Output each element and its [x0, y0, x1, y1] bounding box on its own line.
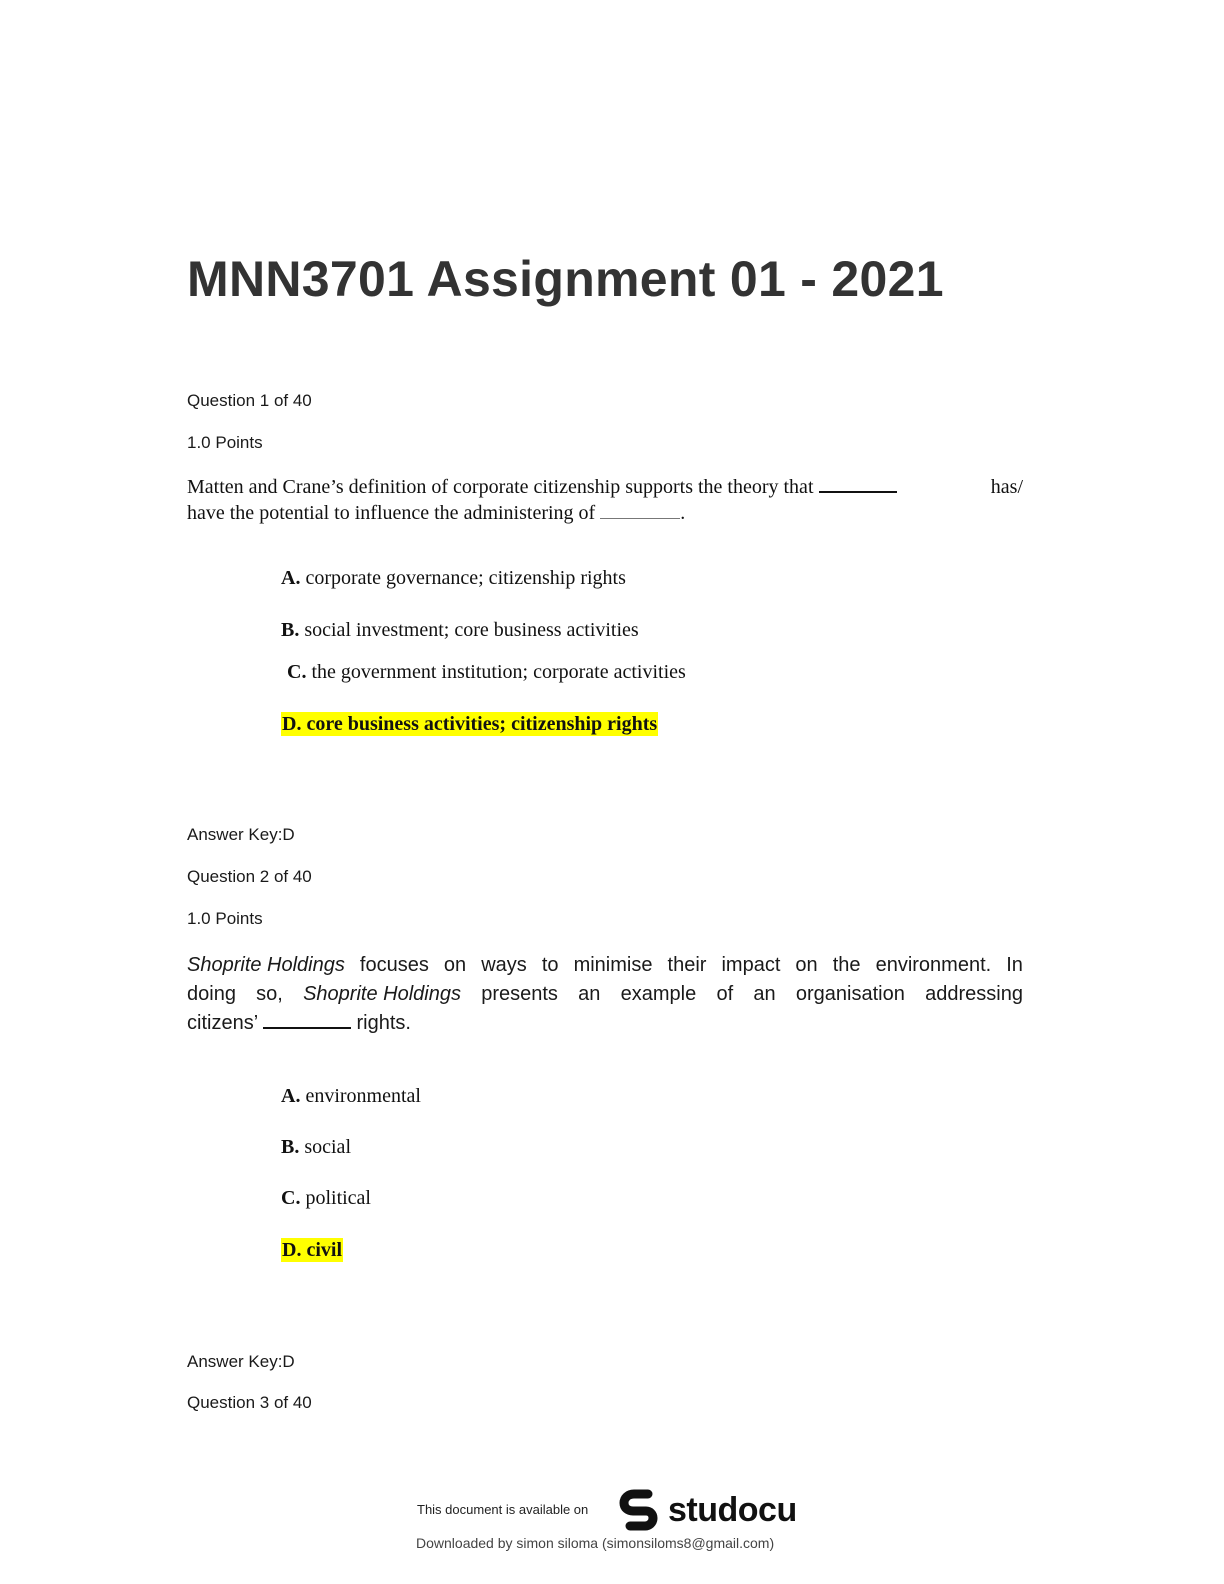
question-1-text	[187, 474, 1023, 526]
option-text: environmental	[305, 1085, 421, 1107]
word: the	[832, 954, 861, 976]
studocu-logo-icon	[618, 1488, 662, 1532]
question-1-answer-key: Answer Key:D	[187, 825, 295, 844]
word: so,	[256, 983, 283, 1005]
question-1-text-part: have the potential to influence the administering of	[187, 502, 596, 524]
question-1-text-part: Matten and Crane’s definition of corporate citizenship supports the theory that	[187, 476, 814, 498]
option-letter: D.	[282, 1239, 302, 1261]
option-text: social investment; core business activities	[304, 619, 639, 641]
option-text: corporate governance; citizenship rights	[305, 567, 626, 589]
question-2-points: 1.0 Points	[187, 909, 263, 928]
option-letter: C.	[281, 1187, 301, 1209]
option-letter: A.	[281, 1085, 301, 1107]
word: on	[443, 954, 467, 976]
word: an	[578, 983, 601, 1005]
question-1-text-part: .	[680, 502, 686, 524]
word: environment.	[875, 954, 992, 976]
question-1-option-d[interactable]	[281, 713, 658, 736]
option-letter: D.	[282, 713, 302, 735]
option-text: social	[304, 1136, 351, 1158]
document-title: MNN3701 Assignment 01 - 2021	[187, 251, 944, 307]
option-letter: A.	[281, 567, 301, 589]
answer-blank	[600, 504, 680, 519]
word: to	[541, 954, 559, 976]
word: In	[1006, 954, 1023, 976]
option-letter: C.	[287, 661, 307, 683]
word: an	[753, 983, 776, 1005]
word: organisation	[795, 983, 905, 1005]
word: ways	[481, 954, 527, 976]
word: impact	[721, 954, 781, 976]
question-1-option-c[interactable]	[287, 661, 686, 684]
word: doing	[187, 983, 236, 1005]
word: their	[667, 954, 707, 976]
question-1-option-a[interactable]	[281, 567, 626, 590]
word: of	[716, 983, 734, 1005]
footer-downloaded-by: Downloaded by simon siloma (simonsiloms8@gmail.com)	[416, 1535, 775, 1551]
question-1-header: Question 1 of 40	[187, 391, 312, 410]
question-1-points: 1.0 Points	[187, 433, 263, 452]
question-2-text	[187, 951, 1023, 1038]
question-2-option-a[interactable]	[281, 1085, 421, 1108]
question-1-option-b[interactable]	[281, 619, 639, 642]
company-name: Shoprite Holdings	[303, 983, 461, 1005]
answer-blank	[819, 477, 897, 493]
option-text: political	[305, 1187, 371, 1209]
question-2-option-c[interactable]	[281, 1187, 371, 1210]
studocu-brand: studocu	[668, 1490, 797, 1529]
word: presents	[481, 983, 558, 1005]
answer-blank	[263, 1011, 351, 1029]
word: focuses	[359, 954, 429, 976]
footer-available-text: This document is available on	[417, 1502, 589, 1517]
word: addressing	[925, 983, 1023, 1005]
question-1-text-part: has/	[990, 476, 1023, 498]
question-2-header: Question 2 of 40	[187, 867, 312, 886]
question-2-option-d[interactable]	[281, 1239, 343, 1262]
option-text: core business activities; citizenship rights	[306, 713, 658, 735]
studocu-logo[interactable]	[618, 1488, 797, 1532]
option-letter: B.	[281, 1136, 300, 1158]
question-3-header: Question 3 of 40	[187, 1393, 312, 1412]
question-2-answer-key: Answer Key:D	[187, 1352, 295, 1371]
word: minimise	[573, 954, 653, 976]
option-text: civil	[306, 1239, 342, 1261]
option-letter: B.	[281, 619, 300, 641]
word: example	[620, 983, 697, 1005]
question-2-option-b[interactable]	[281, 1136, 351, 1159]
company-name: Shoprite Holdings	[187, 954, 345, 976]
option-text: the government institution; corporate activities	[311, 661, 686, 683]
word: citizens’	[187, 1012, 258, 1034]
word: on	[795, 954, 818, 976]
word: rights.	[356, 1012, 411, 1034]
